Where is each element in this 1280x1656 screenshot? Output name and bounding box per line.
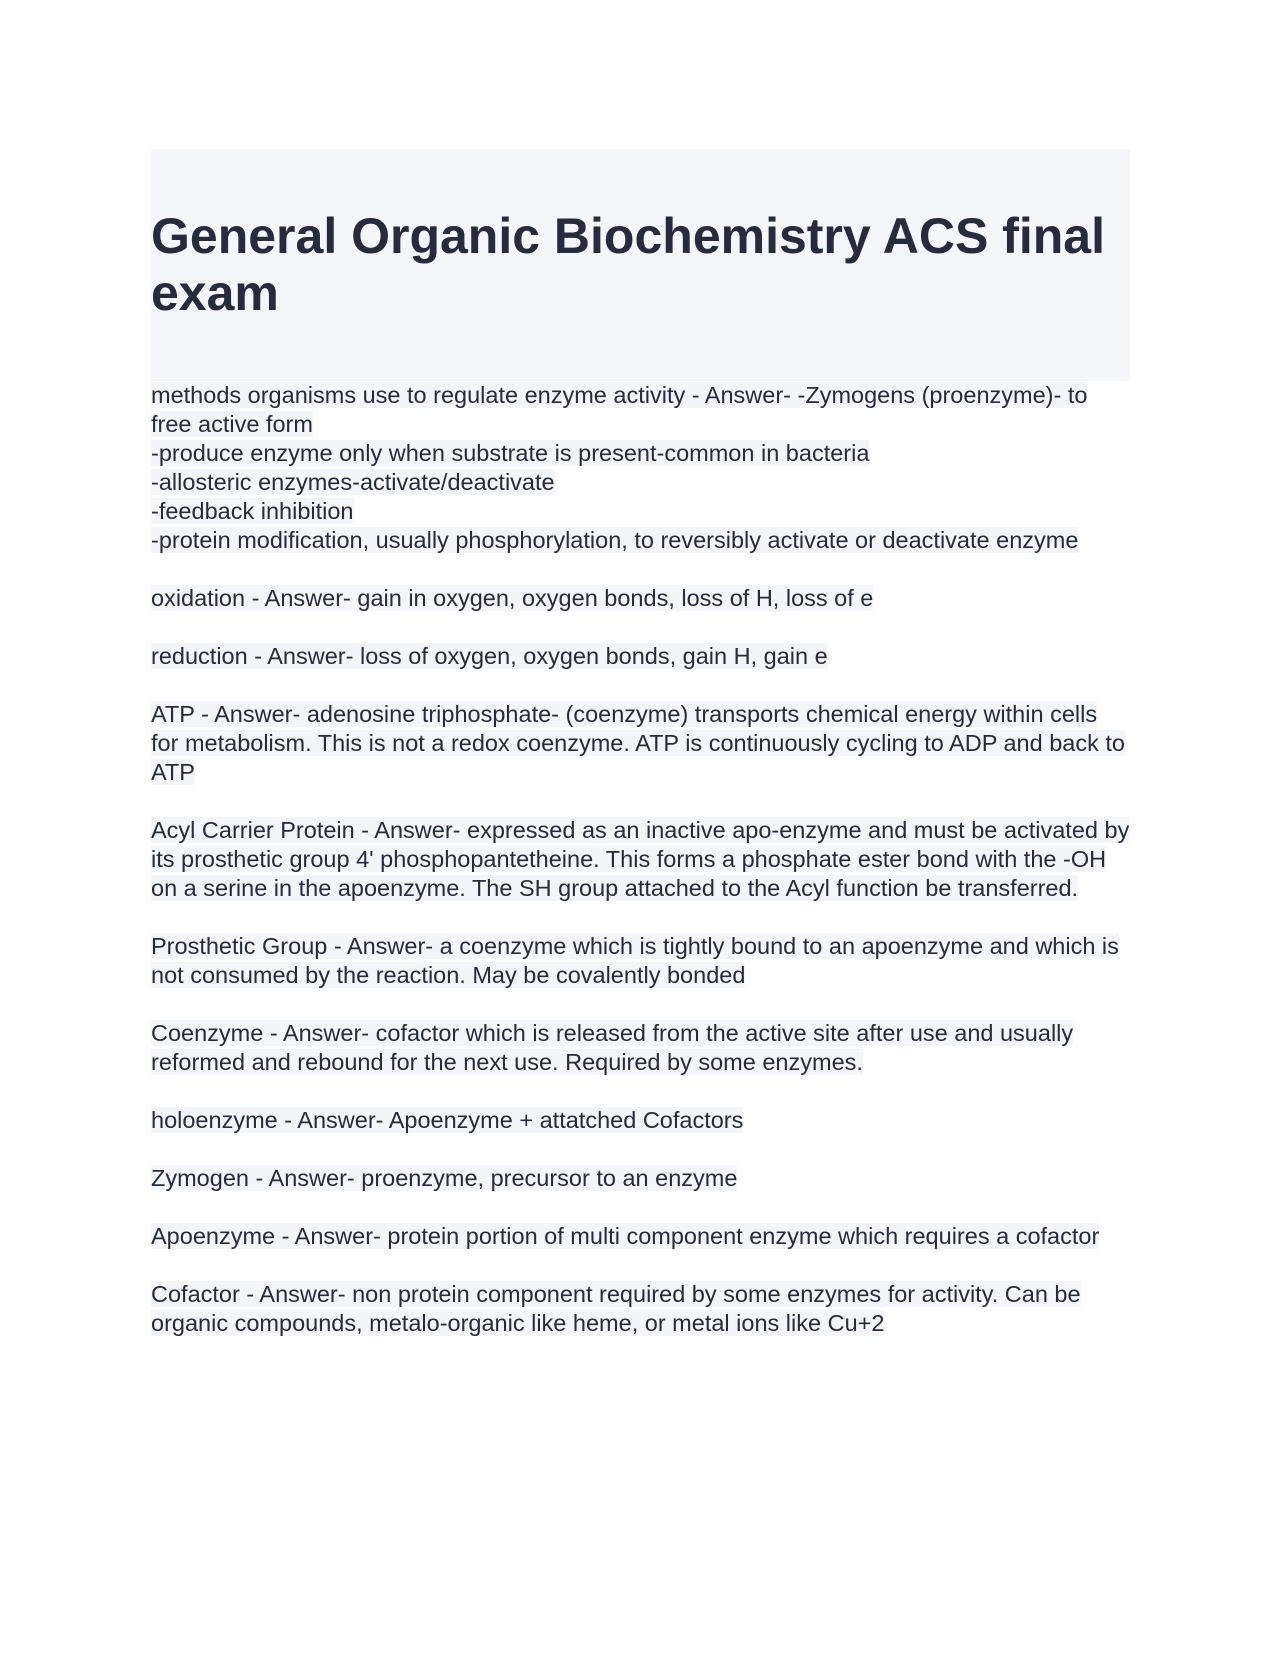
flashcard-entry <box>151 700 1130 787</box>
document-page <box>151 149 1130 1367</box>
entry-text: Acyl Carrier Protein - Answer- expressed as an inactive apo-enzyme and must be activated by its prosthetic group 4' phosphopantetheine. This forms a phosphate ester bond with the -OH on a serine in the apoenzyme. The SH group attached to the Acyl function be transferred. <box>151 817 1130 901</box>
flashcard-entry <box>151 816 1130 903</box>
document-title: General Organic Biochemistry ACS final exam <box>151 208 1105 321</box>
entry-text: ATP - Answer- adenosine triphosphate- (coenzyme) transports chemical energy within cells for metabolism. This is not a redox coenzyme. ATP is continuously cycling to ADP and back to ATP <box>151 701 1125 785</box>
flashcard-entry <box>151 584 1130 613</box>
entry-text: holoenzyme - Answer- Apoenzyme + attatched Cofactors <box>151 1107 744 1133</box>
entry-text: Apoenzyme - Answer- protein portion of multi component enzyme which requires a cofactor <box>151 1223 1100 1249</box>
flashcard-entry <box>151 1019 1130 1077</box>
flashcard-entry <box>151 932 1130 990</box>
flashcard-entry <box>151 1280 1130 1338</box>
entry-text: Prosthetic Group - Answer- a coenzyme which is tightly bound to an apoenzyme and which is not consumed by the reaction. May be covalently bonded <box>151 933 1119 988</box>
entry-text: reduction - Answer- loss of oxygen, oxygen bonds, gain H, gain e <box>151 643 828 669</box>
entry-text: methods organisms use to regulate enzyme activity - Answer- -Zymogens (proenzyme)- to free active form <box>151 382 1088 437</box>
flashcard-list <box>151 381 1130 1338</box>
entry-text: -feedback inhibition <box>151 498 354 524</box>
entry-text: Coenzyme - Answer- cofactor which is released from the active site after use and usually reformed and rebound for the next use. Required by some enzymes. <box>151 1020 1074 1075</box>
flashcard-entry <box>151 1222 1130 1251</box>
entry-text: Zymogen - Answer- proenzyme, precursor to an enzyme <box>151 1165 738 1191</box>
entry-text: -protein modification, usually phosphorylation, to reversibly activate or deactivate enzyme <box>151 527 1079 553</box>
entry-text: -allosteric enzymes-activate/deactivate <box>151 469 555 495</box>
title-block <box>151 149 1130 381</box>
flashcard-entry <box>151 1106 1130 1135</box>
entry-text: oxidation - Answer- gain in oxygen, oxygen bonds, loss of H, loss of e <box>151 585 874 611</box>
flashcard-entry <box>151 1164 1130 1193</box>
entry-text: Cofactor - Answer- non protein component required by some enzymes for activity. Can be organic compounds, metalo-organic like heme, or metal ions like Cu+2 <box>151 1281 1081 1336</box>
entry-text: -produce enzyme only when substrate is present-common in bacteria <box>151 440 870 466</box>
flashcard-entry <box>151 381 1130 555</box>
flashcard-entry <box>151 642 1130 671</box>
